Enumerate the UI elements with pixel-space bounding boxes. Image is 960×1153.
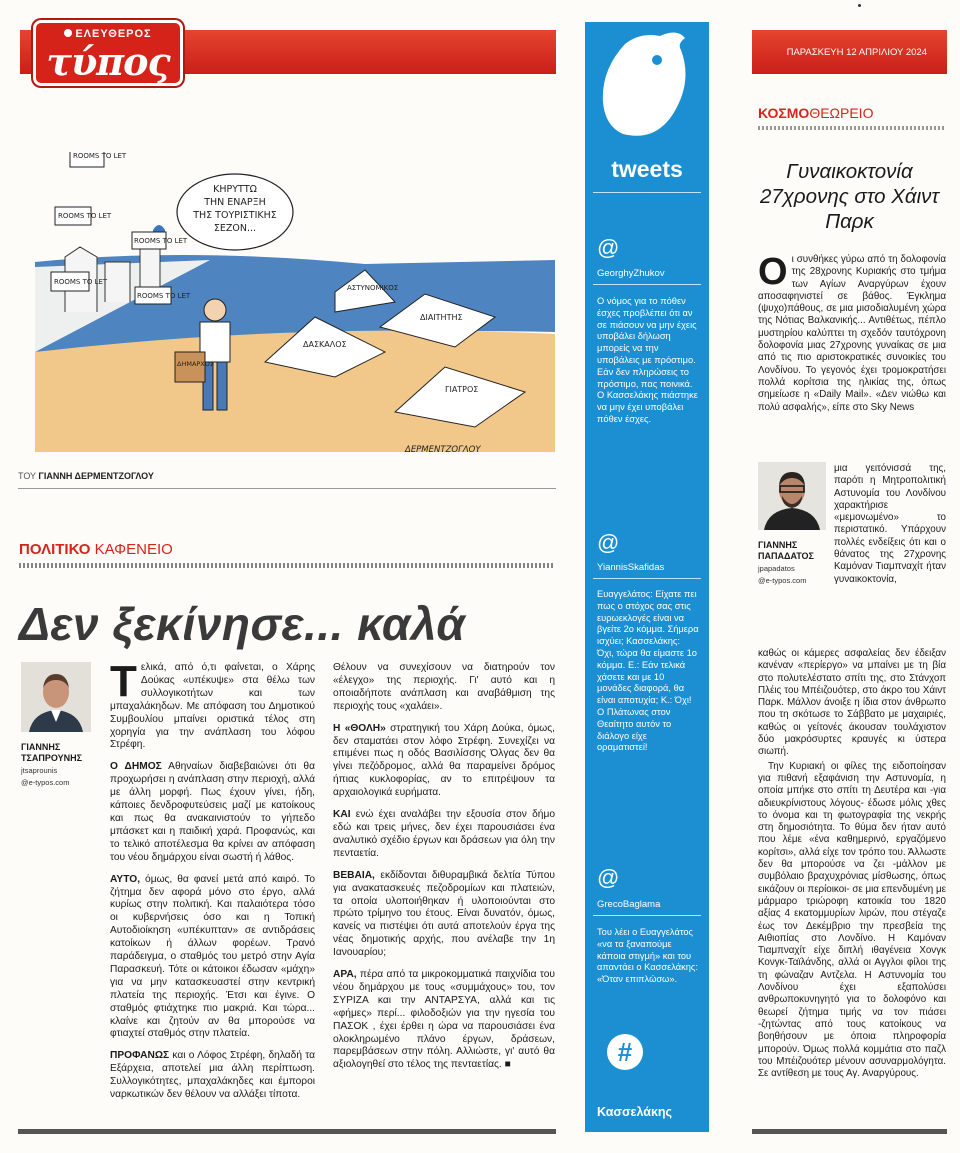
eleftheros-typos-logo xyxy=(33,20,183,86)
tweet-text: Ευαγγελάτος: Είχατε πει πως ο στόχος σας στις ευρωεκλογές είναι να βγείτε 2ο κόμμα. Σήμερα ισχύει; Κασσελάκης: Όχι, τώρα θα είμαστε 1ο κόμμα. Ε.: Εάν τελικά χάσετε και με 10 μονάδες διαφορά, θα είναι αποτυχία; Κ.: Όχι! Ο Πλάτωνας στον Θεαίτητο αυτόν το διάλογο είχε οραματιστεί! xyxy=(597,589,699,753)
right-column xyxy=(752,22,947,1132)
at-icon: @ xyxy=(597,235,620,260)
speech-line-2: ΤΗΝ ΕΝΑΡΞΗ xyxy=(204,197,266,208)
tweets-column xyxy=(585,22,709,1132)
article-paragraph xyxy=(333,662,555,714)
drop-cap: Ο xyxy=(758,251,788,293)
paragraph-lead: ΒΕΒΑΙΑ, xyxy=(333,869,375,881)
political-cartoon xyxy=(35,152,555,472)
tent-label-referee: ΔΙΑΙΤΗΤΗΣ xyxy=(420,313,463,322)
tweet-divider xyxy=(593,578,701,579)
paragraph-text: Αθηναίων διαβεβαιώνει ότι θα προχωρήσει η ανάπλαση στην περιοχή, αλλά με άλλη μορφή. Πως έχουν γίνει, ήδη, κάποιες δενδροφυτεύσεις μαζί με κατοίκους και πως θα ανακαινιστούν το γήπεδο μπάσκετ και η παιδική χαρά. Προφανώς, και το τελικό αποτέλεσμα θα κρίνει αν απόφαση του νέου δημάρχου είναι σωστή ή λάθος. xyxy=(110,761,315,863)
cartoon-divider xyxy=(18,488,556,489)
paragraph-text: καθώς οι κάμερες ασφαλείας δεν έδειξαν κανέναν «περίεργο» να μπαίνει με τη βία στο πολυτελέστατο σπίτι της, στο Στάνχοπ Πλέις του Μπέιζουότερ, στο άκρο του Χάιντ Παρκ. Μάλλον άνοιξε η ίδια στον άνθρωπο που τη σκότωσε το Σάββατο με μαχαιριές, καθώς οι γείτονές άκουσαν τουλάχιστον δύο μακρόσυρτες κραυγές κι ύστερα σιωπή. xyxy=(758,648,946,758)
kosmotheoreio-section-tag xyxy=(758,105,873,121)
logo-top-text: ΕΛΕΥΘΕΡΟΣ xyxy=(36,28,180,40)
cartoon-sign-4: ROOMS TO LET xyxy=(54,278,108,286)
cartoon-sign-5: ROOMS TO LET xyxy=(137,292,191,300)
tweet-divider xyxy=(593,284,701,285)
author-email: @e-typos.com xyxy=(758,576,807,585)
right-footer-rule xyxy=(752,1129,947,1134)
section-rule xyxy=(19,563,555,568)
cartoon-sign-1: ROOMS TO LET xyxy=(73,152,127,160)
author-portrait xyxy=(758,462,826,530)
article-paragraph xyxy=(110,1050,315,1102)
tent-label-police: ΑΣΤΥΝΟΜΙΚΟΣ xyxy=(347,284,399,292)
article-headline: Δεν ξεκίνησε... καλά xyxy=(19,598,466,650)
tweet-divider xyxy=(593,915,701,916)
cartoon-byline xyxy=(18,471,154,481)
politiko-section-tag xyxy=(19,541,173,558)
author-handle: jpapadatos xyxy=(758,564,795,573)
paragraph-lead: Η «ΘΟΛΗ» xyxy=(333,722,386,734)
author-name: ΓΙΑΝΝΗΣ ΤΣΑΠΡΟΥΝΗΣ xyxy=(21,742,83,763)
at-icon: @ xyxy=(597,865,620,890)
author-name: ΓΙΑΝΝΗΣ ΠΑΠΑΔΑΤΟΣ xyxy=(758,540,814,561)
paragraph-text: στρατηγική του Χάρη Δούκα, όμως, δεν σταματάει στον λόφο Στρέφη. Συνεχίζει να επιμένει πως η οδός Βασιλίσσης Όλγας δεν θα γίνει πεζόδρομος, αλλά θα παραμείνει δρόμος ήπιας κυκλοφορίας, αν το επιτρέψουν τα αρχαιολογικά ευρήματα. xyxy=(333,722,556,799)
section-bold: ΠΟΛΙΤΙΚΟ xyxy=(19,541,91,558)
tweet-text: Του λέει ο Ευαγγελάτος «να τα ξαναπούμε κάποια στιγμή» και του απαντάει ο Κασσελάκης: «Όταν επιπλώσω». xyxy=(597,927,698,985)
tweet-handle: GrecoBaglama xyxy=(597,899,661,910)
author-email: @e-typos.com xyxy=(21,778,70,787)
right-article-body xyxy=(758,648,946,1089)
author-box-right xyxy=(758,462,828,586)
author-photo xyxy=(758,462,826,530)
author-handle: jtsaprounis xyxy=(21,766,58,775)
article-paragraph xyxy=(758,761,946,1081)
article-paragraph xyxy=(758,648,946,759)
speech-line-4: ΣΕΖΟΝ... xyxy=(213,223,257,234)
tweet-bird-icon xyxy=(585,22,709,217)
tweets-divider xyxy=(593,192,701,193)
date-bar: ΠΑΡΑΣΚΕΥΗ 12 ΑΠΡΙΛΙΟΥ 2024 xyxy=(752,30,947,74)
article-left-col1 xyxy=(110,657,315,1111)
page-mark xyxy=(858,4,861,7)
section-bold: ΚΟΣΜΟ xyxy=(758,105,810,121)
right-article-top xyxy=(758,251,946,414)
paragraph-text: Θέλουν να συνεχίσουν να διατηρούν τον «έλεγχο» της περιοχής. Γι' αυτό και η οποιαδήποτε ανάπλαση και αναβάθμιση της περιοχής τους «χαλάει». xyxy=(333,662,555,712)
tweet-handle: GeorghyZhukov xyxy=(597,268,665,279)
paragraph-lead: Ο ΔΗΜΟΣ xyxy=(110,761,162,773)
tweets-label: tweets xyxy=(611,156,683,182)
tent-label-doctor: ΓΙΑΤΡΟΣ xyxy=(445,385,479,394)
left-footer-rule xyxy=(18,1129,556,1134)
article-paragraph xyxy=(333,723,555,800)
paragraph-text: μια γειτόνισσά της, παρότι η Μητροπολιτική Αστυνομία του Λονδίνου χαρακτήρισε «μεμονωμένο» το περιστατικό. Υπάρχουν πολλές ενδείξεις ότι και ο θάνατος της 27χρονης Καμόναν Τιαμπναχίτ ήταν γυναικοκτονία, xyxy=(834,463,946,585)
cartoon-signature: ΔΕΡΜΕΝΤΖΟΓΛΟΥ xyxy=(405,445,481,455)
section-rest: ΘΕΩΡΕΙΟ xyxy=(809,105,874,121)
right-article-title: Γυναικοκτονία 27χρονης στο Χάιντ Παρκ xyxy=(759,160,940,233)
speech-line-3: ΤΗΣ ΤΟΥΡΙΣΤΙΚΗΣ xyxy=(193,210,277,221)
paragraph-lead: ΚΑΙ xyxy=(333,809,351,821)
article-paragraph xyxy=(110,761,315,864)
cartoon-bag-label: ΔΗΜΑΡΧΟΣ xyxy=(177,360,214,368)
logo-main-text: τύπος xyxy=(46,39,170,84)
paragraph-lead: ΠΡΟΦΑΝΩΣ xyxy=(110,1050,170,1062)
author-photo xyxy=(21,662,91,732)
paragraph-text: εκδίδονται διθυραμβικά δελτία Τύπου για ανακατασκευές πεζοδρομίων και πλατειών, τα οποία υλοποιήθηκαν ή υλοποιούνται στο πρώτο τρίμηνο του έτους. Είναι δυνατόν, όμως, κανείς να πιστέψει ότι αυτά αποτελούν έργα της νέας δημοτικής αρχής, που ανέλαβε την 1η Ιανουαρίου; xyxy=(333,869,555,959)
section-rest: ΚΑΦΕΝΕΙΟ xyxy=(94,541,173,558)
tweet-text: Ο νόμος για το πόθεν έσχες προβλέπει ότι αν σε πιάσουν να μην έχεις υποβάλει δήλωση μπορείς να την υποβάλεις με πρόστιμο. Εάν δεν πληρώσεις το πρόστιμο, πας ποινικά. Ο Κασσελάκης πιάστηκε να μην έχει υποβάλει πόθεν έσχες. xyxy=(597,296,698,424)
article-paragraph xyxy=(110,874,315,1042)
paragraph-lead: ΑΥΤΟ, xyxy=(110,873,141,885)
paragraph-text: ελικά, από ό,τι φαίνεται, ο Χάρης Δούκας «υπέκυψε» στα θέλω των συλλογικοτήτων και των μπαχαλάκηδων. Με απόφαση του Δημοτικού Συμβουλίου μπαίνει οριστικά τέλος στη χορηγία για την ανάπλαση του λόφου Στρέφη. xyxy=(110,662,315,751)
author-portrait xyxy=(21,662,91,732)
article-paragraph xyxy=(110,657,315,752)
author-box-left xyxy=(21,662,103,788)
article-paragraph xyxy=(333,870,555,960)
paragraph-text: πέρα από τα μικροκομματικά παιχνίδια του νέου δημάρχου με τους «συμμάχους» του, τον ΣΥΡΙΖΑ και την ΑΝΤΑΡΣΥΑ, αλλά και τις «φήμες» περί... φιλοδοξιών για την ηγεσία του ΠΑΣΟΚ , έχει έρθει η ώρα να παρουσιάσει ένα ολοκληρωμένο πλάνο έργων, δράσεων, παρεμβάσεων στην πόλη. Αλλιώστε, γι' αυτό θα αξιολογηθεί στο τέλος της πενταετίας. ■ xyxy=(333,969,555,1071)
article-left-col2 xyxy=(333,662,555,1081)
cartoon-sign-2: ROOMS TO LET xyxy=(58,212,112,220)
section-rule xyxy=(758,126,946,130)
hashtag-label: Κασσελάκης xyxy=(597,1105,673,1119)
article-paragraph xyxy=(333,809,555,861)
speech-line-1: ΚΗΡΥΤΤΩ xyxy=(213,184,257,195)
paragraph-text: ι συνθήκες γύρω από τη δολοφονία της 28χρονης Κυριακής στο τμήμα των Αγίων Αναργύρων έχουν αποσαφηνιστεί σε βάθος. Έγκλημα (ψυχο)πάθους, σε μια μισοδιαλυμένη χώρα της Νότιας Βαλκανικής... Αντιθέτως, πέπλο μυστηρίου καλύπτει τη σχεδόν ταυτόχρονη δολοφονία μιας 27χρονης γυναίκας σε μια από τις πιο αριστοκρατικές συνοικίες του Λονδίνου. Το γεγονός έχει τρομοκρατήσει πολλά κορίτσια της ηλικίας της, όπως σημείωσε η «Daily Mail». «Δεν νιώθω και πολύ ασφαλής», είπε στο Sky News xyxy=(758,254,946,413)
cartoon-byline-prefix: ΤΟΥ xyxy=(18,471,36,481)
cartoon-byline-name: ΓΙΑΝΝΗ ΔΕΡΜΕΝΤΖΟΓΛΟΥ xyxy=(38,471,154,481)
right-article-wrap xyxy=(834,463,946,586)
paragraph-text: ενώ έχει αναλάβει την εξουσία στον δήμο εδώ και τρεις μήνες, δεν έχει παρουσιάσει ένα αναλυτικό σχέδιο έργων και δράσεων για όλη την πενταετία. xyxy=(333,809,555,859)
tent-label-teacher: ΔΑΣΚΑΛΟΣ xyxy=(303,340,347,349)
paragraph-lead: ΑΡΑ, xyxy=(333,969,357,981)
paragraph-text: Την Κυριακή οι φίλες της ειδοποίησαν για πιθανή εξαφάνιση την Αστυνομία, η οποία μπήκε στο σπίτι τη Δευτέρα και -για αδιευκρίνιστους λόγους- έδωσε μόλις χθες το όνομα και τη φωτογραφία της νεκρής στη δημοσιότητα. Το θύμα δεν ήταν αυτό που λέμε «ένα καθημερινό, εργαζόμενο κορίτσι», αλλά είχε τον τρόπο του. Άλλωστε δεν θα μπορούσε να ζει -μάλλον με συμβόλαιο βραχυχρόνιας μίσθωσης, όπως εικάζουν οι περίοικοι- σε μια επενδυμένη με μάρμαρο τριώροφη κατοικία του 1820 αξίας 4 εκατομμυρίων λιρών, που στέγαζε έως τον Δεκέμβριο την πρεσβεία της Αιθιοπίας στο Λονδίνο. Η Καμόναν Τιαμπναχίτ είχε διπλή ιθαγένεια Χονγκ Κονγκ-Ταϊλάνδης, αλλά οι Αγγλοι φίλοι της τη φώναζαν Αντζελα. Η Αστυνομία του Λονδίνου έχει εξαπολύσει ανθρωποκυνηγητό για το δολοφόνο και θεωρεί ζήτημα τιμής να τον πιάσει -ζητώντας από τους κατοίκους να βοηθήσουν με όποια πληροφορία μπορούν. Όμως πολλά κομμάτια στο παζλ του Μπέιζουότερ μένουν ασυναρμολόγητα. Σε αντίθεση με τους Αγ. Αναργύρους. xyxy=(758,760,946,1080)
article-paragraph xyxy=(333,969,555,1072)
tweet-handle: YiannisSkafidas xyxy=(597,562,665,573)
at-icon: @ xyxy=(597,530,620,555)
hashtag-icon: # xyxy=(607,1034,643,1070)
paragraph-text: και ο Λόφος Στρέφη, δηλαδή τα Εξάρχεια, αποτελεί μια άλλη περίπτωση. Συλλογικότητες, μπαχαλάκηδες και έμποροι ναρκωτικών δεν θέλουν να αλλάξει τίποτα. xyxy=(110,1050,315,1101)
paragraph-text: όμως, θα φανεί μετά από καιρό. Το ζήτημα δεν αφορά μόνο στο έργο, αλλά κυρίως στην πολιτική. Και παλαιότερα τόσο οι κυβερνήσεις όσο και η Τοπική Αυτοδιοίκηση «υπέκυπταν» σε αντιδράσεις κατοίκων ή άλλων φορέων. Τρανό παράδειγμα, ο σταθμός του μετρό στην Αγία Παρασκευή. Τότε οι κάτοικοι έδωσαν «μάχη» για να μην κατασκευαστεί στην κεντρική πλατεία της περιοχής. Έτσι και έγινε. Ο σταθμός φτιάχτηκε πιο μακριά. Και τώρα... κλαίνε και ζητούν αν θα μπορούσε να φτιαχτεί σταθμός στην πλατεία. xyxy=(110,873,315,1040)
left-column xyxy=(15,22,560,1132)
cartoon-sign-3: ROOMS TO LET xyxy=(134,237,188,245)
drop-cap: Τ xyxy=(110,657,137,706)
